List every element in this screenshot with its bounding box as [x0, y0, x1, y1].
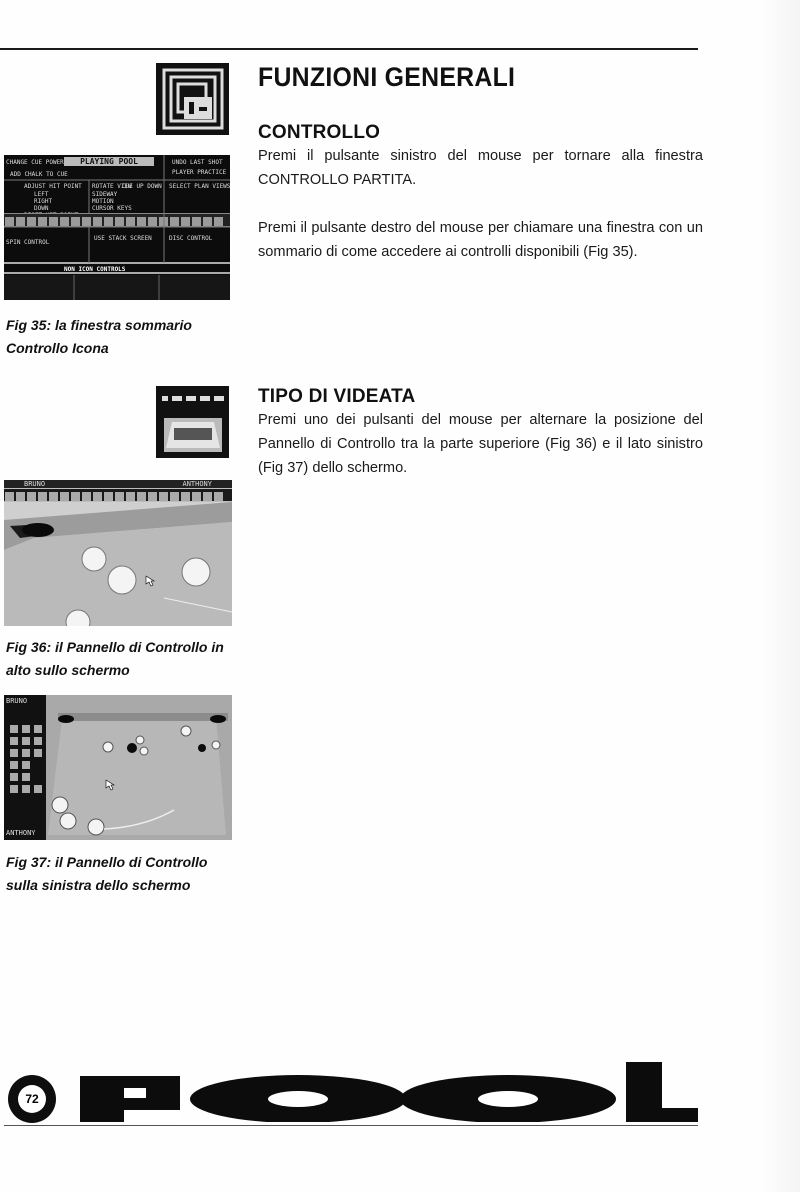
fig35-label: USE STACK SCREEN — [94, 235, 152, 242]
fig36-table-view — [4, 502, 232, 626]
control-icon-graphic — [156, 63, 229, 135]
page-number-badge — [8, 1075, 56, 1123]
fig37-caption: Fig 37: il Pannello di Controllo sulla sinistra dello schermo — [6, 854, 208, 893]
fig35-label: CUE UP DOWN — [122, 183, 162, 190]
view-paragraph: Premi uno dei pulsanti del mouse per alternare la posizione del Pannello di Controllo tra la parte superiore (Fig 36) e il lato sinistro (Fig 37) dello schermo. — [258, 412, 703, 476]
fig35-label: PLAYER PRACTICE — [172, 169, 227, 176]
fig35-label: DOWN — [34, 205, 49, 212]
fig35-label: RIGHT — [34, 198, 53, 205]
page-number: 72 — [18, 1085, 46, 1113]
fig35-label: UNDO LAST SHOT — [172, 159, 223, 166]
control-icon — [156, 63, 229, 135]
fig37-player-top: BRUNO — [6, 697, 28, 705]
fig35-label: SPIN CONTROL — [6, 239, 50, 246]
pool-logo-graphic — [64, 1062, 698, 1122]
fig35-caption: Fig 35: la finestra sommario Controllo Icona — [6, 317, 192, 356]
fig37-player-bottom: ANTHONY — [6, 829, 36, 837]
fig35-label: CHANGE CUE POWER — [6, 159, 64, 166]
view-heading: TIPO DI VIDEATA — [258, 386, 416, 407]
fig36-control-panel — [4, 489, 232, 501]
view-icon-graphic — [156, 386, 229, 458]
fig35-label: DISC CONTROL — [169, 235, 213, 242]
fig35-label: ADJUST HIT POINT — [24, 183, 82, 190]
fig37-screenshot — [4, 695, 232, 840]
fig35-screenshot — [4, 155, 230, 300]
fig35-label: SELECT PLAN VIEWS — [169, 183, 230, 190]
control-paragraph-2: Premi il pulsante destro del mouse per chiamare una finestra con un sommario di come accedere ai controlli disponibili (Fig 35). — [258, 220, 703, 260]
control-paragraph-1: Premi il pulsante sinistro del mouse per tornare alla finestra CONTROLLO PARTITA. — [258, 148, 703, 188]
fig36-player-right: ANTHONY — [182, 480, 212, 488]
view-icon — [156, 386, 229, 458]
bottom-rule — [4, 1125, 698, 1126]
fig35-label: LEFT — [34, 191, 49, 198]
fig35-label: ADD CHALK TO CUE — [10, 171, 68, 178]
fig36-player-left: BRUNO — [24, 480, 46, 488]
fig35-label: ROTATE VIEW — [92, 183, 132, 190]
page-edge-shade — [760, 0, 800, 1192]
fig36-caption: Fig 36: il Pannello di Controllo in alto sullo schermo — [6, 639, 224, 678]
fig36-screenshot — [4, 480, 232, 626]
fig35-label: SIDEWAY — [92, 191, 118, 198]
fig36-player-bar — [4, 480, 232, 488]
pool-logo-text — [64, 1062, 65, 1063]
fig35-label: MOTION — [92, 198, 114, 205]
pool-logo — [64, 1062, 698, 1122]
fig35-grid-lines — [4, 155, 230, 300]
section-title: FUNZIONI GENERALI — [258, 62, 516, 92]
fig35-window-title: PLAYING POOL — [64, 157, 154, 166]
control-heading: CONTROLLO — [258, 122, 381, 143]
top-rule — [0, 48, 698, 50]
fig35-band-label: NON ICON CONTROLS — [64, 266, 126, 273]
fig37-control-panel — [4, 695, 46, 840]
fig35-label: CURSOR KEYS — [92, 205, 132, 212]
